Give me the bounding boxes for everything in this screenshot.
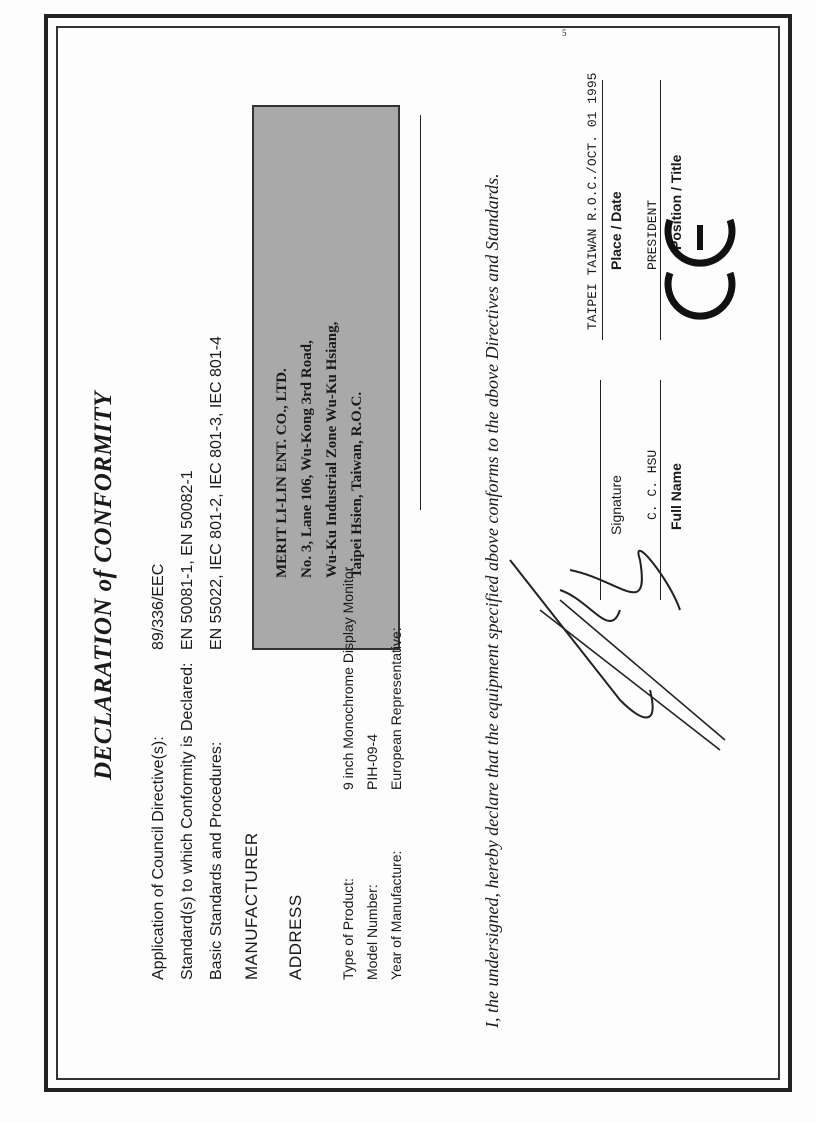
standards-label: Standard(s) to which Conformity is Declared: [179, 662, 196, 980]
position-label: Position / Title [668, 154, 684, 250]
address-line-2: Wu-Ku Industrial Zone Wu-Ku Hsiang, [324, 321, 340, 578]
address-label: ADDRESS [286, 894, 305, 980]
declaration-statement: I, the undersigned, hereby declare that the equipment specified above conforms to the above Directives and Standards. [482, 173, 502, 1028]
council-directive-value: 89/336/EEC [150, 563, 167, 650]
full-name-label: Full Name [668, 463, 684, 530]
rotated-content [80, 40, 780, 1090]
signature-label: Signature [608, 475, 624, 535]
address-line-3: Taipei Hsien, Taiwan, R.O.C. [349, 391, 365, 578]
document-title: DECLARATION of CONFORMITY [90, 391, 117, 780]
year-of-manufacture-label: Year of Manufacture: [388, 850, 404, 980]
basic-standards-value: EN 55022, IEC 801-2, IEC 801-3, IEC 801-4 [208, 336, 225, 650]
address-line-1: No. 3, Lane 106, Wu-Kong 3rd Road, [299, 340, 315, 578]
standards-value: EN 50081-1, EN 50082-1 [179, 470, 196, 650]
full-name-value: C. C. HSU [645, 449, 660, 520]
model-number-label: Model Number: [364, 884, 380, 980]
manufacturer-box [252, 105, 400, 650]
european-representative-line [420, 115, 421, 510]
european-representative-label: European Representative: [388, 627, 404, 790]
council-directive-label: Application of Council Directive(s): [150, 736, 167, 980]
basic-standards-label: Basic Standards and Procedures: [208, 741, 225, 980]
place-date-value: TAIPEI TAIWAN R.O.C./OCT. 01 1995 [585, 72, 600, 330]
signature-scribble [500, 510, 740, 760]
type-of-product-value: 9 inch Monochrome Display Monitor [340, 566, 356, 790]
manufacturer-name: MERIT LI-LIN ENT. CO., LTD. [274, 368, 290, 578]
ce-mark-icon [660, 210, 740, 320]
signature-line [600, 380, 601, 600]
place-date-line [602, 80, 603, 340]
full-name-line [660, 380, 661, 600]
type-of-product-label: Type of Product: [340, 878, 356, 980]
manufacturer-label: MANUFACTURER [242, 832, 261, 980]
page-number: 5 [562, 28, 567, 38]
position-value: PRESIDENT [645, 199, 660, 270]
model-number-value: PIH-09-4 [364, 733, 380, 790]
place-date-label: Place / Date [608, 191, 624, 270]
